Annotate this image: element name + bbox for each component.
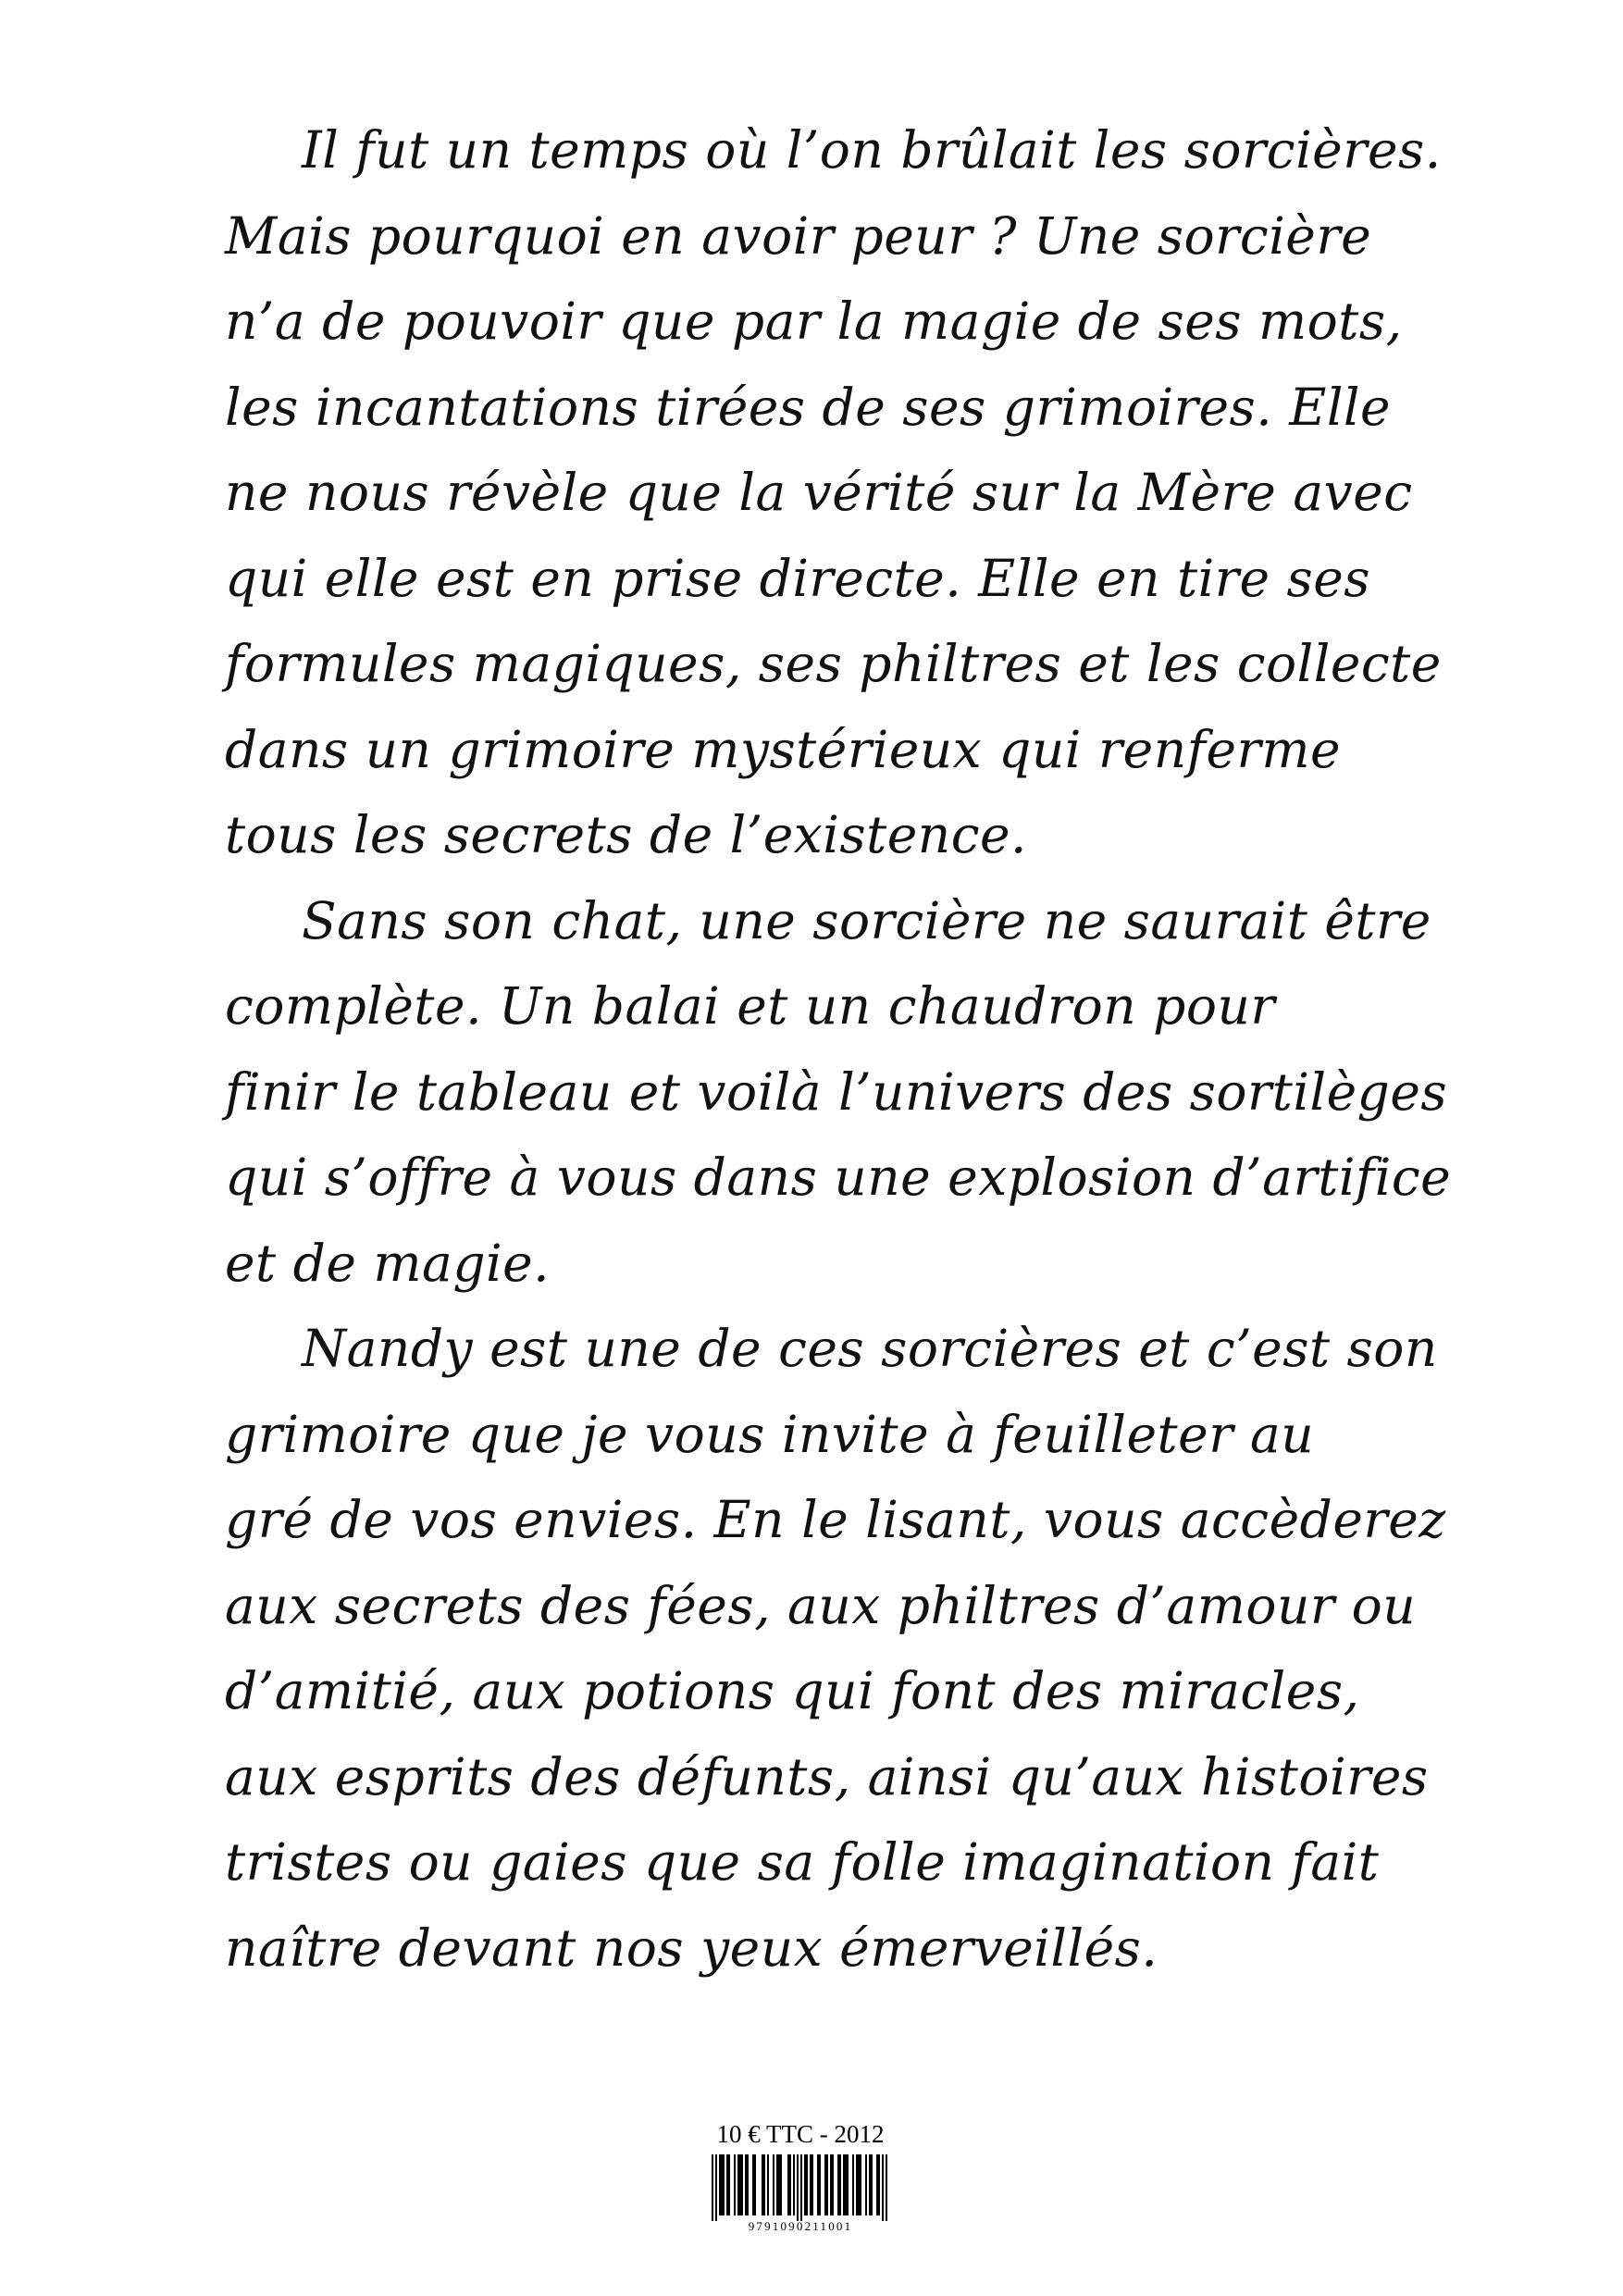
barcode-bar bbox=[826, 2154, 828, 2215]
barcode-bar bbox=[728, 2154, 730, 2215]
price-barcode-block bbox=[694, 2119, 907, 2234]
barcode-bar bbox=[800, 2154, 802, 2221]
barcode-bar bbox=[797, 2154, 799, 2221]
barcode-bar bbox=[745, 2154, 747, 2215]
text-line: et de magie. bbox=[225, 1233, 551, 1293]
barcode-bar bbox=[869, 2154, 871, 2215]
barcode-bar bbox=[871, 2154, 873, 2215]
barcode-bar bbox=[721, 2154, 723, 2215]
text-line: complète. Un balai et un chaudron pour bbox=[225, 976, 1276, 1036]
barcode-bar bbox=[793, 2154, 795, 2215]
barcode-bar bbox=[804, 2154, 806, 2215]
barcode-bar bbox=[824, 2154, 826, 2215]
barcode-bar bbox=[752, 2154, 754, 2215]
text-line: gré de vos envies. En le lisant, vous accèderez bbox=[225, 1490, 1446, 1549]
text-line: dans un grimoire mystérieux qui renferme bbox=[225, 719, 1342, 779]
paragraph-3 bbox=[225, 1306, 1446, 1991]
text-line: aux esprits des défunts, ainsi qu’aux histoires bbox=[225, 1746, 1429, 1806]
barcode-bar bbox=[837, 2154, 839, 2215]
text-line: aux secrets des fées, aux philtres d’amour ou bbox=[225, 1575, 1417, 1635]
barcode-bar bbox=[712, 2154, 713, 2221]
barcode-bar bbox=[778, 2154, 780, 2215]
barcode-bar bbox=[852, 2154, 854, 2215]
barcode-bar bbox=[839, 2154, 841, 2215]
barcode-bar bbox=[715, 2154, 717, 2221]
barcode-bar bbox=[830, 2154, 832, 2215]
barcode-bar bbox=[843, 2154, 845, 2215]
barcode-bar bbox=[806, 2154, 808, 2215]
barcode-bar bbox=[878, 2154, 880, 2215]
barcode-bar bbox=[812, 2154, 813, 2215]
barcode-bar bbox=[773, 2154, 774, 2215]
text-line: les incantations tirées de ses grimoires. Elle bbox=[225, 377, 1392, 437]
text-line: qui elle est en prise directe. Elle en tire ses bbox=[225, 548, 1371, 608]
text-line: qui s’offre à vous dans une explosion d’artifice bbox=[225, 1148, 1452, 1207]
text-line: Il fut un temps où l’on brûlait les sorcières. bbox=[302, 120, 1442, 180]
barcode-bar bbox=[763, 2154, 765, 2215]
barcode-bar bbox=[723, 2154, 725, 2215]
barcode-bar bbox=[762, 2154, 763, 2215]
barcode-bar bbox=[719, 2154, 721, 2215]
paragraph-1 bbox=[225, 107, 1442, 878]
barcode-bar bbox=[810, 2154, 812, 2215]
text-line: grimoire que je vous invite à feuilleter au bbox=[225, 1404, 1315, 1464]
back-cover-text bbox=[225, 107, 1452, 1991]
barcode-bar bbox=[882, 2154, 884, 2221]
barcode-bar bbox=[876, 2154, 878, 2215]
text-line: d’amitié, aux potions qui font des miracles, bbox=[225, 1661, 1360, 1720]
barcode-digits: 9791090211001 bbox=[748, 2219, 853, 2233]
barcode-bar bbox=[847, 2154, 849, 2215]
barcode-bar bbox=[845, 2154, 847, 2215]
text-line: tous les secrets de l’existence. bbox=[225, 805, 1028, 864]
text-line: Sans son chat, une sorcière ne saurait être bbox=[302, 890, 1431, 950]
text-line: ne nous révèle que la vérité sur la Mère avec bbox=[225, 463, 1413, 522]
text-line: n’a de pouvoir que par la magie de ses mots, bbox=[225, 292, 1403, 351]
paragraph-2 bbox=[225, 878, 1452, 1307]
text-line: Nandy est une de ces sorcières et c’est son bbox=[302, 1319, 1438, 1378]
barcode-bar bbox=[726, 2154, 728, 2215]
barcode-bar bbox=[734, 2154, 736, 2215]
barcode-bar bbox=[741, 2154, 743, 2215]
barcode-bar bbox=[886, 2154, 887, 2221]
barcode-bar bbox=[789, 2154, 791, 2215]
barcode-bar bbox=[858, 2154, 860, 2215]
barcode-bar bbox=[832, 2154, 834, 2215]
barcode-bar bbox=[747, 2154, 749, 2215]
barcode-bar bbox=[865, 2154, 867, 2215]
barcode-bar bbox=[860, 2154, 861, 2215]
text-line: finir le tableau et voilà l’univers des sortilèges bbox=[225, 1061, 1448, 1122]
barcode bbox=[699, 2153, 902, 2234]
barcode-bar bbox=[767, 2154, 769, 2215]
barcode-bar bbox=[739, 2154, 741, 2215]
text-line: formules magiques, ses philtres et les collecte bbox=[225, 634, 1442, 693]
barcode-bar bbox=[780, 2154, 782, 2215]
barcode-bar bbox=[819, 2154, 821, 2215]
barcode-bar bbox=[817, 2154, 819, 2215]
barcode-bar bbox=[856, 2154, 858, 2215]
text-line: Mais pourquoi en avoir peur ? Une sorcière bbox=[225, 205, 1372, 266]
price-label: 10 € TTC - 2012 bbox=[716, 2120, 885, 2148]
barcode-bar bbox=[737, 2154, 739, 2215]
barcode-bar bbox=[754, 2154, 756, 2215]
text-line: naître devant nos yeux émerveillés. bbox=[225, 1917, 1158, 1978]
barcode-bar bbox=[787, 2154, 789, 2215]
barcode-bar bbox=[776, 2154, 778, 2215]
text-line: tristes ou gaies que sa folle imagination fait bbox=[225, 1832, 1380, 1892]
